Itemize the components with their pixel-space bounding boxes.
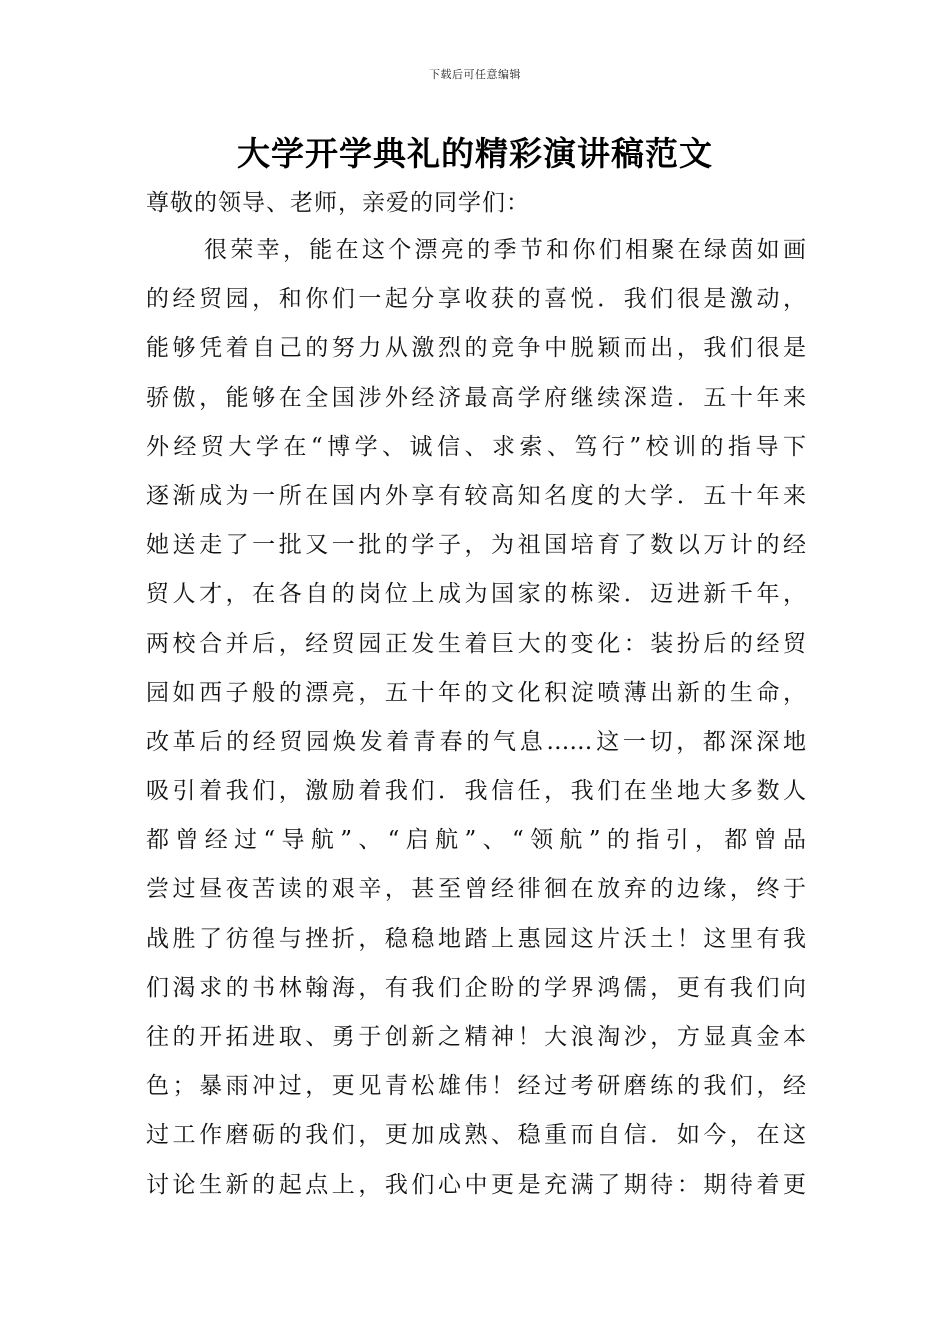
body-line: 逐渐成为一所在国内外享有较高知名度的大学．五十年来 [146, 482, 806, 509]
body-line: 往的开拓进取、勇于创新之精神！大浪淘沙，方显真金本 [146, 1024, 806, 1050]
body-line: 都曾经过“导航”、“启航”、“领航”的指引，都曾品 [146, 827, 806, 854]
body-line: 外经贸大学在“博学、诚信、求索、笃行”校训的指导下 [146, 433, 806, 460]
body-line: 色；暴雨冲过，更见青松雄伟！经过考研磨练的我们，经 [146, 1073, 806, 1100]
body-line: 两校合并后，经贸园正发生着巨大的变化：装扮后的经贸 [146, 630, 806, 657]
body-line: 能够凭着自己的努力从激烈的竞争中脱颖而出，我们很是 [146, 335, 806, 362]
body-line: 改革后的经贸园焕发着青春的气息……这一切，都深深地 [146, 728, 806, 755]
body-line: 尝过昼夜苦读的艰辛，甚至曾经徘徊在放弃的边缘，终于 [146, 876, 806, 903]
document-title: 大学开学典礼的精彩演讲稿范文 [237, 134, 713, 173]
body-line: 讨论生新的起点上，我们心中更是充满了期待：期待着更 [146, 1171, 806, 1198]
body-line: 园如西子般的漂亮，五十年的文化积淀喷薄出新的生命， [146, 679, 806, 706]
body-line: 贸人才，在各自的岗位上成为国家的栋梁．迈进新千年， [146, 581, 806, 608]
salutation: 尊敬的领导、老师，亲爱的同学们： [146, 190, 530, 216]
body-line: 的经贸园，和你们一起分享收获的喜悦．我们很是激动， [146, 286, 806, 313]
body-line: 吸引着我们，激励着我们．我信任，我们在坐地大多数人 [146, 778, 806, 805]
body-line: 战胜了彷徨与挫折，稳稳地踏上惠园这片沃土！这里有我 [146, 925, 806, 952]
body-line: 她送走了一批又一批的学子，为祖国培育了数以万计的经 [146, 532, 806, 559]
body-line: 骄傲，能够在全国涉外经济最高学府继续深造．五十年来 [146, 384, 806, 411]
body-line: 过工作磨砺的我们，更加成熟、稳重而自信．如今，在这 [146, 1122, 806, 1149]
header-note: 下载后可任意编辑 [429, 68, 521, 81]
body-line: 们渴求的书林翰海，有我们企盼的学界鸿儒，更有我们向 [146, 974, 806, 1001]
speech-body [146, 233, 806, 1217]
body-line: 很荣幸，能在这个漂亮的季节和你们相聚在绿茵如画 [204, 237, 806, 263]
